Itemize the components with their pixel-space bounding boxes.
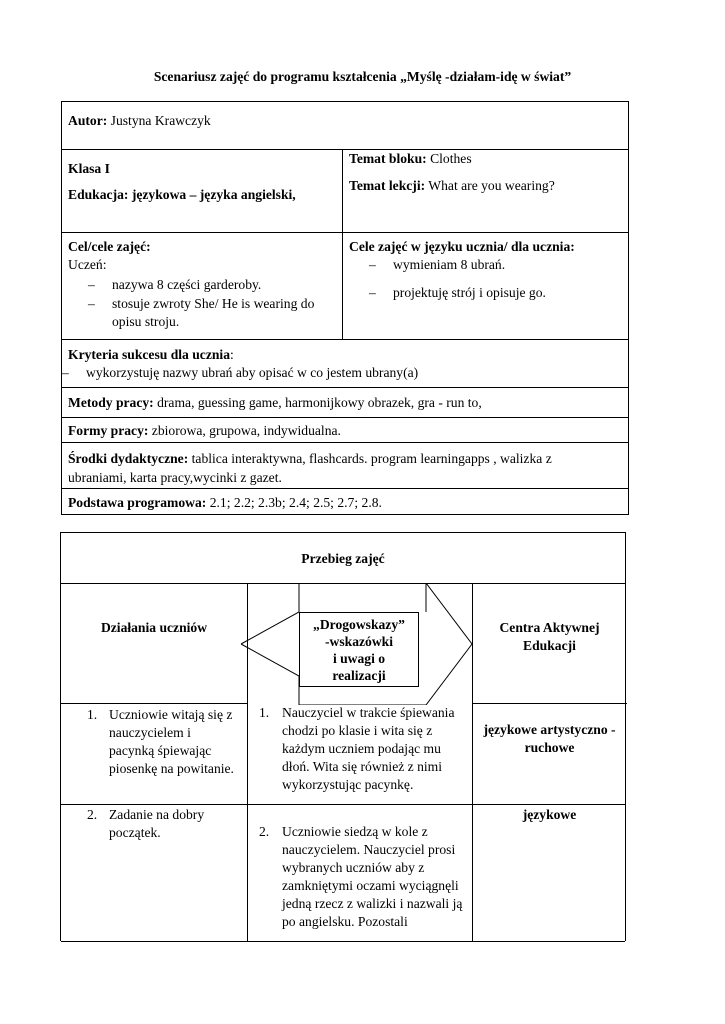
block-topic-label: Temat bloku: [349,151,427,166]
lesson-info-table [61,101,629,515]
guidance-header-line: „Drogowskazy” [313,617,405,632]
criteria-colon: : [230,347,234,362]
methods-row [62,388,628,418]
lesson-flow-title: Przebieg zajęć [61,533,625,584]
author-cell [62,102,628,149]
row-divider [61,804,625,805]
student-goal-item: – projektuję strój i opisuje go. [349,284,623,302]
curriculum-row [62,489,628,515]
curriculum-label: Podstawa programowa: [68,495,207,510]
row-divider [472,703,627,704]
author-row [62,102,628,150]
criteria-label: Kryteria sukcesu dla ucznia [68,347,230,362]
guidance-column-header [299,612,419,687]
student-goals-cell [343,233,629,339]
row-divider [61,703,247,704]
lesson-topic-label: Temat lekcji: [349,178,426,193]
goals-subject: Uczeń: [68,257,107,272]
active-education-1: językowe artystyczno - ruchowe [483,722,616,755]
class-topic-row [62,150,628,233]
student-action-1 [61,706,247,778]
goal-item: – stosuje zwroty She/ He is wearing do opisu stroju. [68,295,336,331]
topic-cell [343,150,629,232]
block-topic-value: Clothes [426,151,472,166]
class-label: Klasa I [68,161,110,176]
resources-row [62,443,628,489]
student-goal-item: – wymieniam 8 ubrań. [349,256,623,274]
class-cell [62,150,343,232]
guidance-header-line: realizacji [332,668,386,683]
student-action-text: Zadanie na dobry początek. [109,807,205,840]
goals-list [68,276,336,331]
item-number: 2. [259,824,270,839]
item-number: 2. [87,807,98,822]
goals-label: Cel/cele zajęć: [68,239,151,254]
forms-row [62,418,628,443]
table-bottom-border [61,941,625,942]
forms-value: zbiorowa, grupowa, indywidualna. [148,423,341,438]
methods-cell [62,388,628,417]
author-label: Autor: [68,113,108,128]
criteria-row [62,340,628,388]
guidance-header-line: -wskazówki [325,634,393,649]
guidance-header-line: i uwagi o [332,651,386,666]
student-action-2 [61,806,247,842]
guidance-text: Nauczyciel w trakcie śpiewania chodzi po klasie i wita się z każdym uczniem podając mu dłoń. Wita się również z nimi wykorzystując pacynkę. [282,705,455,792]
column-header-active-education: Centra Aktywnej Edukacji [499,620,600,653]
curriculum-value: 2.1; 2.2; 2.3b; 2.4; 2.5; 2.7; 2.8. [206,495,382,510]
forms-label: Formy pracy: [68,423,149,438]
student-goals-label: Cele zajęć w języku ucznia/ dla ucznia: [349,239,575,254]
author-value: Justyna Krawczyk [107,113,211,128]
goal-item: – nazywa 8 części garderoby. [68,276,336,294]
resources-cell [62,443,628,488]
methods-label: Metody pracy: [68,395,154,410]
resources-value: tablica interaktywna, flashcards. program learningapps , walizka z ubraniami, karta pracy,wycinki z gazet. [68,451,552,485]
criteria-item: – wykorzystuję nazwy ubrań aby opisać w co jestem ubrany(a) [42,364,622,382]
criteria-list [42,364,622,382]
lesson-topic-value: What are you wearing? [425,178,555,193]
criteria-cell [62,340,628,387]
methods-value: drama, guessing game, harmonijkowy obrazek, gra - run to, [153,395,482,410]
item-number: 1. [87,707,98,722]
education-label: Edukacja: językowa – języka angielski, [68,187,296,202]
active-education-2: językowe [522,807,577,822]
document-title: Scenariusz zajęć do programu kształcenia „Myślę -działam-idę w świat” [153,69,572,84]
student-action-text: Uczniowie witają się z nauczycielem i pacynką śpiewając piosenkę na powitanie. [109,707,234,776]
guidance-2 [247,823,472,931]
student-goals-list [349,256,623,302]
goals-cell [62,233,343,339]
curriculum-cell [62,489,628,515]
forms-cell [62,418,628,442]
guidance-1 [247,704,472,794]
item-number: 1. [259,705,270,720]
resources-label: Środki dydaktyczne: [68,451,189,466]
guidance-text: Uczniowie siedzą w kole z nauczycielem. Nauczyciel prosi wybranych uczniów aby z zamkniętymi oczami wyciągnęli jedną rzecz z walizki i nazwali ją po angielsku. Pozostali [282,824,463,929]
goals-row [62,233,628,340]
column-header-student-actions: Działania uczniów [100,620,208,635]
